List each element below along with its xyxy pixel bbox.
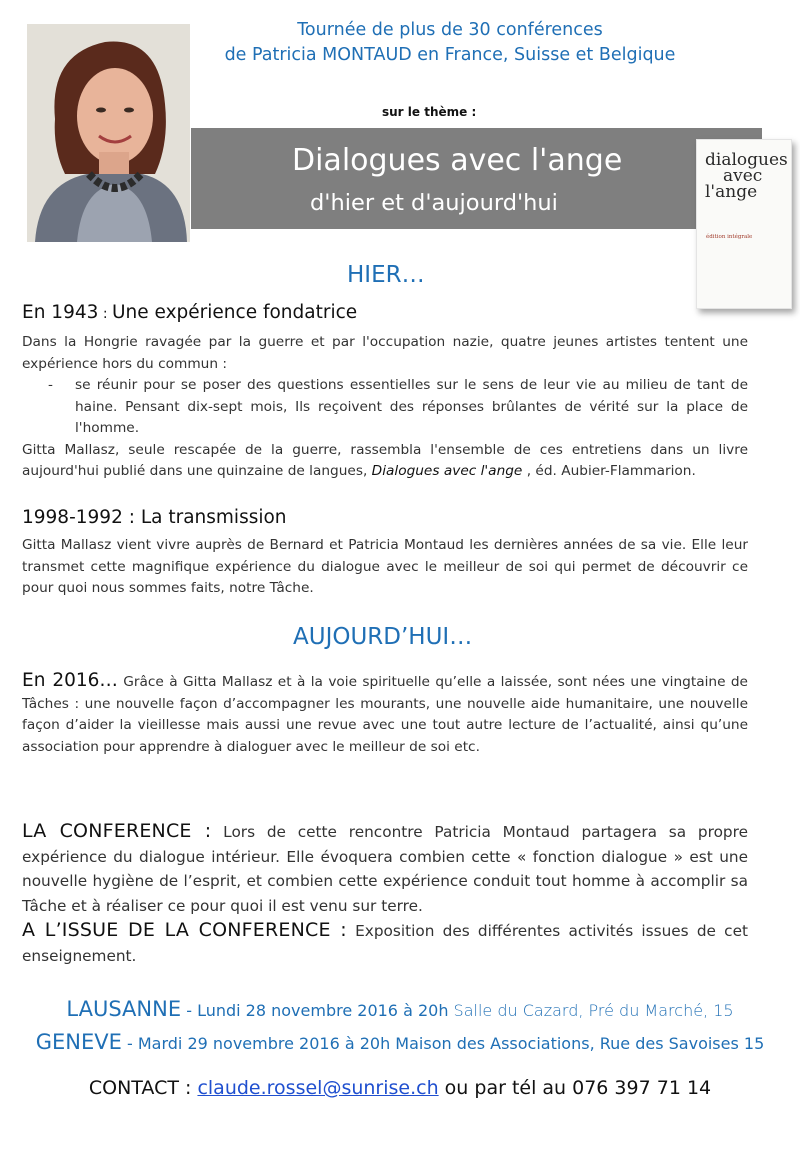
contact-phone: ou par tél au 076 397 71 14 xyxy=(438,1077,712,1099)
section-sep: : xyxy=(98,306,113,322)
event-venue: Maison des Associations, Rue des Savoises 15 xyxy=(390,1034,765,1053)
book-title-ref: Dialogues avec l'ange xyxy=(371,463,523,479)
page-subtitle: d'hier et d'aujourd'hui xyxy=(310,190,558,216)
contact-line xyxy=(0,1077,800,1099)
paragraph: Gitta Mallasz vient vivre auprès de Bernard et Patricia Montaud les dernières années de sa vie. Elle leur transmet cette magnifique expérience du dialogue avec le meilleur de soi qui permet de découvrir ce pour quoi nous sommes faits, notre Tâche. xyxy=(22,537,748,596)
paragraph: Dans la Hongrie ravagée par la guerre et par l'occupation nazie, quatre jeunes artistes tentent une expérience hors du commun : xyxy=(22,334,748,372)
event-city: GENEVE xyxy=(35,1030,122,1054)
event-sep: - xyxy=(181,1001,198,1020)
bullet-text: se réunir pour se poser des questions essentielles sur le sens de leur vie au milieu de tant de haine. Pensant dix-sept mois, Ils reçoivent des réponses brûlantes de vérité sur la place de l'homme. xyxy=(75,377,748,436)
page-title: Dialogues avec l'ange xyxy=(292,143,623,178)
section-title-1943 xyxy=(22,302,357,323)
heading-hier: HIER… xyxy=(347,262,425,288)
tour-line-2: de Patricia MONTAUD en France, Suisse et Belgique xyxy=(224,45,676,65)
event-geneve xyxy=(0,1029,800,1057)
theme-label: sur le thème : xyxy=(382,105,477,119)
section-1943-body xyxy=(22,332,748,483)
section-2016-body xyxy=(22,670,748,758)
paragraph xyxy=(22,918,748,968)
section-year: En 1943 xyxy=(22,302,99,323)
book-title-line-2: avec xyxy=(723,166,763,186)
section-title-transmission: 1998-1992 : La transmission xyxy=(22,507,287,528)
section-transmission-body xyxy=(22,535,748,600)
heading-aujourdhui: AUJOURD’HUI… xyxy=(293,624,473,650)
tour-header xyxy=(205,18,695,68)
conference-text: Lors de cette rencontre Patricia Montaud partagera sa propre expérience du dialogue intérieur. Elle évoquera combien cette « fonction dialogue » est une nouvelle hygiène de l’esprit, et combien cette expérience conduit tout homme à accomplir sa Tâche et à réaliser ce pour quoi il est venu sur terre. xyxy=(22,823,748,915)
contact-label: CONTACT : xyxy=(88,1077,198,1099)
event-date: Mardi 29 novembre 2016 à 20h xyxy=(137,1034,391,1053)
tour-line-1: Tournée de plus de 30 conférences xyxy=(297,20,603,40)
conference-label: LA CONFERENCE : xyxy=(22,820,212,842)
contact-email-link[interactable]: claude.rossel@sunrise.ch xyxy=(197,1077,439,1099)
book-cover xyxy=(696,139,792,309)
issue-text: Exposition des différentes activités issues de cet enseignement. xyxy=(22,922,748,965)
list-item xyxy=(22,375,748,440)
book-title-line-1: dialogues xyxy=(705,150,788,170)
paragraph-text: Gitta Mallasz, seule rescapée de la guerre, rassembla l'ensemble de ces entretiens dans un livre aujourd'hui publié dans une quinzaine de langues, xyxy=(22,441,748,479)
section-text: Une expérience fondatrice xyxy=(112,302,358,323)
paragraph xyxy=(22,819,748,918)
paragraph xyxy=(22,670,748,758)
conference-section xyxy=(22,819,748,968)
portrait-photo xyxy=(27,24,190,242)
section-lead: En 2016… xyxy=(22,670,118,691)
paragraph xyxy=(22,440,748,483)
event-city: LAUSANNE xyxy=(66,997,182,1021)
event-date: Lundi 28 novembre 2016 à 20h xyxy=(197,1001,449,1020)
paragraph-text: , éd. Aubier-Flammarion. xyxy=(522,463,696,479)
event-sep: - xyxy=(121,1034,138,1053)
issue-label: A L’ISSUE DE LA CONFERENCE : xyxy=(22,919,347,941)
book-title-line-3: l'ange xyxy=(705,182,758,202)
book-edition: édition intégrale xyxy=(706,234,753,240)
event-venue: Salle du Cazard, Pré du Marché, 15 xyxy=(448,1001,734,1020)
event-lausanne xyxy=(0,996,800,1024)
book-title xyxy=(705,152,788,200)
paragraph-text: Grâce à Gitta Mallasz et à la voie spirituelle qu’elle a laissée, sont nées une vingtaine de Tâches : une nouvelle façon d’accompagner les mourants, une nouvelle aide humanitaire, une nouvelle façon d’aider la vieillesse mais aussi une revue avec une tout autre lecture de l’actualité, ainsi qu’une association pour apprendre à dialoguer avec le meilleur de soi etc. xyxy=(22,674,748,755)
bullet-dash: - xyxy=(48,377,53,393)
